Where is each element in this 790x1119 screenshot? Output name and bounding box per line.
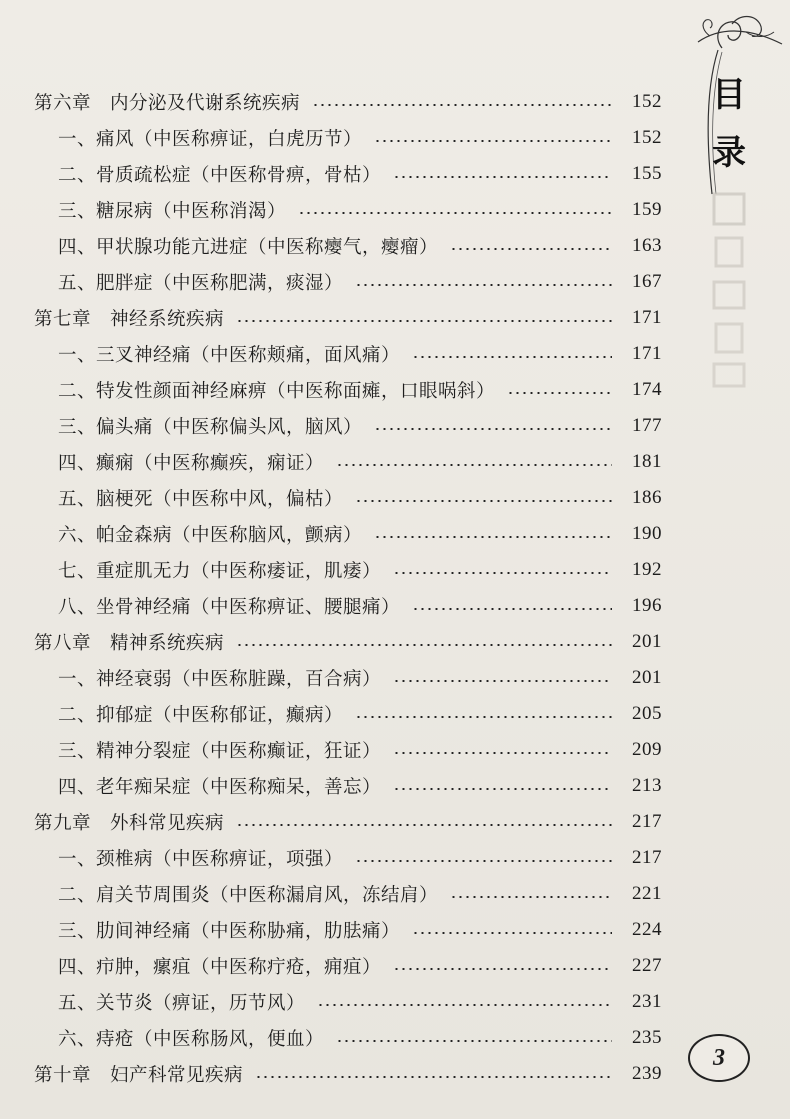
toc-title: 四、疖肿，瘰疽（中医称疔疮，痈疽） [58,957,382,978]
toc-page-number: 152 [632,91,662,112]
leader-dots [450,896,612,898]
toc-row[interactable] [30,660,662,696]
toc-page-number: 163 [632,235,662,256]
leader-dots [393,752,612,754]
leader-dots [393,680,612,682]
toc-page-number: 217 [632,811,662,832]
leader-dots [355,860,612,862]
toc-title: 第六章 内分泌及代谢系统疾病 [34,93,301,114]
toc-row[interactable] [30,336,662,372]
leader-dots [298,212,612,214]
leader-dots [412,608,612,610]
toc-row[interactable] [30,372,662,408]
toc-row[interactable] [30,840,662,876]
toc-page-number: 186 [632,487,662,508]
toc-page-number: 155 [632,163,662,184]
toc-page-number: 205 [632,703,662,724]
toc-title: 三、糖尿病（中医称消渴） [58,201,287,222]
toc-row[interactable] [30,192,662,228]
leader-dots [412,932,612,934]
toc-page-number: 221 [632,883,662,904]
section-heading-vertical: 目录 [712,75,746,173]
leader-dots [393,788,612,790]
toc-page-number: 201 [632,667,662,688]
toc-page-number: 224 [632,919,662,940]
toc-row[interactable] [30,228,662,264]
toc-title: 二、肩关节周围炎（中医称漏肩风，冻结肩） [58,885,439,906]
toc-title: 五、脑梗死（中医称中风，偏枯） [58,489,344,510]
toc-row[interactable] [30,480,662,516]
toc-row[interactable] [30,1020,662,1056]
toc-title: 一、颈椎病（中医称痹证，项强） [58,849,344,870]
toc-page-number: 159 [632,199,662,220]
page-number-badge: 3 [688,1034,750,1082]
toc-title: 六、帕金森病（中医称脑风，颤病） [58,525,363,546]
toc-row[interactable] [30,588,662,624]
toc-row[interactable] [30,876,662,912]
leader-dots [412,356,612,358]
leader-dots [393,968,612,970]
toc-title: 三、精神分裂症（中医称癫证，狂证） [58,741,382,762]
leader-dots [236,644,612,646]
toc-title: 一、痛风（中医称痹证，白虎历节） [58,129,363,150]
toc-row[interactable] [30,984,662,1020]
toc-title: 第十章 妇产科常见疾病 [34,1065,244,1086]
toc-row[interactable] [30,624,662,660]
toc-row[interactable] [30,516,662,552]
sidebar [680,0,790,1119]
toc-row[interactable] [30,120,662,156]
leader-dots [374,140,612,142]
toc-title: 四、癫痫（中医称癫疾，痫证） [58,453,325,474]
toc-page-number: 231 [632,991,662,1012]
leader-dots [355,284,612,286]
toc-page-number: 177 [632,415,662,436]
toc-page-number: 171 [632,307,662,328]
toc-title: 四、甲状腺功能亢进症（中医称瘿气，瘿瘤） [58,237,439,258]
toc-page-number: 167 [632,271,662,292]
toc-page-number: 239 [632,1063,662,1084]
toc-row[interactable] [30,912,662,948]
toc-row[interactable] [30,768,662,804]
leader-dots [336,1040,612,1042]
toc-title: 第八章 精神系统疾病 [34,633,225,654]
leader-dots [393,176,612,178]
toc-page-number: 213 [632,775,662,796]
toc-title: 一、三叉神经痛（中医称颊痛，面风痛） [58,345,401,366]
leader-dots [255,1076,612,1078]
leader-dots [507,392,612,394]
leader-dots [374,428,612,430]
leader-dots [317,1004,612,1006]
leader-dots [312,104,612,106]
toc-page-number: 235 [632,1027,662,1048]
toc-page-number: 192 [632,559,662,580]
toc-row[interactable] [30,156,662,192]
leader-dots [355,500,612,502]
toc-title: 六、痔疮（中医称肠风，便血） [58,1029,325,1050]
toc-row[interactable] [30,84,662,120]
toc-page-number: 196 [632,595,662,616]
leader-dots [236,824,612,826]
toc-title: 七、重症肌无力（中医称痿证，肌痿） [58,561,382,582]
toc-row[interactable] [30,300,662,336]
toc-title: 二、骨质疏松症（中医称骨痹，骨枯） [58,165,382,186]
toc-row[interactable] [30,696,662,732]
toc-page-number: 217 [632,847,662,868]
toc-row[interactable] [30,444,662,480]
toc-title: 五、关节炎（痹证，历节风） [58,993,306,1014]
toc-page-number: 201 [632,631,662,652]
toc-page-number: 174 [632,379,662,400]
leader-dots [374,536,612,538]
toc-row[interactable] [30,732,662,768]
bleed-through-text [708,190,752,403]
toc-page-number: 171 [632,343,662,364]
toc-title: 五、肥胖症（中医称肥满，痰湿） [58,273,344,294]
toc-row[interactable] [30,1056,662,1092]
leader-dots [336,464,612,466]
toc-row[interactable] [30,804,662,840]
toc-title: 第九章 外科常见疾病 [34,813,225,834]
toc-title: 八、坐骨神经痛（中医称痹证、腰腿痛） [58,597,401,618]
toc-row[interactable] [30,552,662,588]
bleed-through-marks-icon [708,190,752,390]
toc-title: 一、神经衰弱（中医称脏躁，百合病） [58,669,382,690]
toc-page-number: 209 [632,739,662,760]
table-of-contents [30,84,662,1092]
toc-title: 四、老年痴呆症（中医称痴呆，善忘） [58,777,382,798]
toc-title: 二、抑郁症（中医称郁证，癫病） [58,705,344,726]
toc-page-number: 190 [632,523,662,544]
toc-page-number: 227 [632,955,662,976]
toc-title: 三、肋间神经痛（中医称胁痛，肋胠痛） [58,921,401,942]
leader-dots [236,320,612,322]
leader-dots [450,248,612,250]
leader-dots [355,716,612,718]
toc-page-number: 181 [632,451,662,472]
toc-page-number: 152 [632,127,662,148]
toc-title: 三、偏头痛（中医称偏头风，脑风） [58,417,363,438]
toc-row[interactable] [30,408,662,444]
toc-row[interactable] [30,264,662,300]
leader-dots [393,572,612,574]
toc-row[interactable] [30,948,662,984]
toc-title: 第七章 神经系统疾病 [34,309,225,330]
toc-title: 二、特发性颜面神经麻痹（中医称面瘫，口眼㖞斜） [58,381,496,402]
